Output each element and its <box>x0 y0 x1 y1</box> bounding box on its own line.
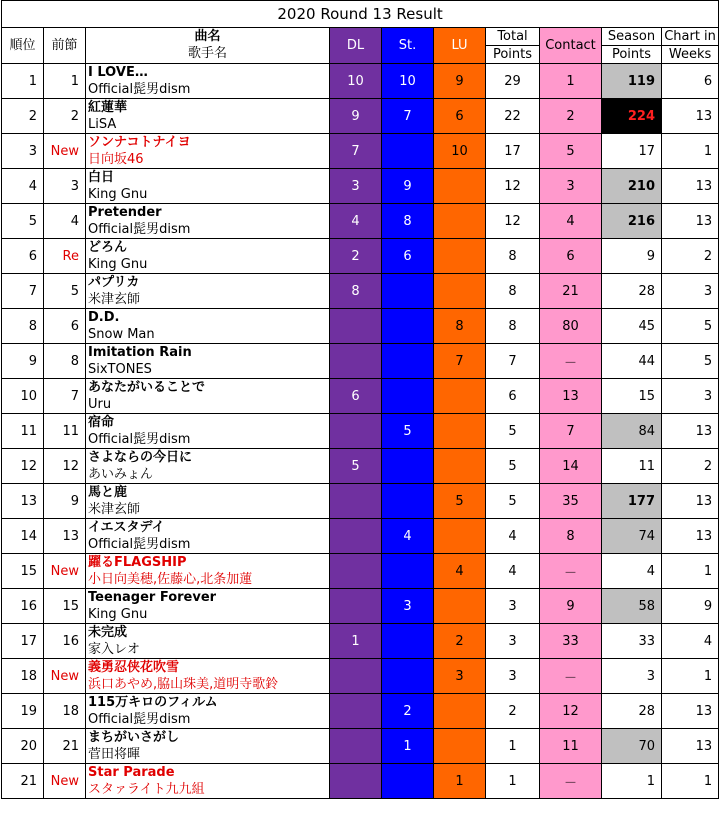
artist-name: SixTONES <box>86 361 330 379</box>
artist-name: Official髭男dism <box>86 711 330 729</box>
contact-cell: － <box>540 554 602 589</box>
lu-points <box>434 414 486 449</box>
season-points: 1 <box>602 764 662 799</box>
prev-rank-cell: 4 <box>44 204 86 239</box>
dl-points: 7 <box>330 134 382 169</box>
prev-rank-cell: 9 <box>44 484 86 519</box>
season-points: 9 <box>602 239 662 274</box>
artist-name: スタァライト九九組 <box>86 781 330 799</box>
prev-rank-cell: 12 <box>44 449 86 484</box>
artist-name: 浜口あやめ,脇山珠美,道明寺歌鈴 <box>86 676 330 694</box>
chart-weeks: 13 <box>662 484 719 519</box>
prev-rank-cell: 3 <box>44 169 86 204</box>
table-row <box>2 134 719 152</box>
dl-points: 9 <box>330 99 382 134</box>
artist-name: LiSA <box>86 116 330 134</box>
artist-name: King Gnu <box>86 606 330 624</box>
artist-name: King Gnu <box>86 186 330 204</box>
contact-cell: 13 <box>540 379 602 414</box>
rank-cell: 14 <box>2 519 44 554</box>
st-points <box>382 659 434 694</box>
prev-rank-cell: 7 <box>44 379 86 414</box>
song-title: I LOVE… <box>86 64 330 82</box>
st-points: 9 <box>382 169 434 204</box>
dl-points: 1 <box>330 624 382 659</box>
lu-points <box>434 449 486 484</box>
total-points: 4 <box>486 554 540 589</box>
dl-points <box>330 554 382 589</box>
song-title: さよならの今日に <box>86 449 330 467</box>
table-row <box>2 729 719 747</box>
dl-points <box>330 519 382 554</box>
rank-cell: 4 <box>2 169 44 204</box>
table-row <box>2 764 719 782</box>
st-points: 10 <box>382 64 434 99</box>
song-title: パプリカ <box>86 274 330 292</box>
artist-name: Official髭男dism <box>86 536 330 554</box>
rank-cell: 21 <box>2 764 44 799</box>
table-title: 2020 Round 13 Result <box>2 1 719 28</box>
total-points: 22 <box>486 99 540 134</box>
prev-rank-cell: New <box>44 764 86 799</box>
rank-cell: 6 <box>2 239 44 274</box>
artist-name: 小日向美穂,佐藤心,北条加蓮 <box>86 571 330 589</box>
song-title: Star Parade <box>86 764 330 782</box>
dl-points <box>330 344 382 379</box>
chart-weeks: 2 <box>662 449 719 484</box>
header-rank: 順位 <box>2 28 44 64</box>
song-title: 馬と鹿 <box>86 484 330 502</box>
season-points: 119 <box>602 64 662 99</box>
prev-rank-cell: 8 <box>44 344 86 379</box>
chart-weeks: 4 <box>662 624 719 659</box>
total-points: 12 <box>486 204 540 239</box>
total-points: 17 <box>486 134 540 169</box>
season-points: 84 <box>602 414 662 449</box>
chart-weeks: 5 <box>662 309 719 344</box>
prev-rank-cell: Re <box>44 239 86 274</box>
dl-points: 5 <box>330 449 382 484</box>
lu-points: 1 <box>434 764 486 799</box>
table-row <box>2 659 719 677</box>
contact-cell: － <box>540 659 602 694</box>
chart-weeks: 1 <box>662 134 719 169</box>
table-row <box>2 624 719 642</box>
table-row <box>2 99 719 117</box>
artist-name: Official髭男dism <box>86 81 330 99</box>
st-points: 3 <box>382 589 434 624</box>
song-title: 躍るFLAGSHIP <box>86 554 330 572</box>
lu-points: 10 <box>434 134 486 169</box>
header-season: Season <box>602 28 662 46</box>
chart-weeks: 13 <box>662 414 719 449</box>
contact-cell: 35 <box>540 484 602 519</box>
contact-cell: － <box>540 764 602 799</box>
contact-cell: 1 <box>540 64 602 99</box>
table-row <box>2 449 719 467</box>
rank-cell: 18 <box>2 659 44 694</box>
chart-weeks: 13 <box>662 204 719 239</box>
contact-cell: 6 <box>540 239 602 274</box>
lu-points: 6 <box>434 99 486 134</box>
dl-points <box>330 589 382 624</box>
season-points: 216 <box>602 204 662 239</box>
header-chart: Chart in <box>662 28 719 46</box>
chart-weeks: 13 <box>662 729 719 764</box>
season-points: 74 <box>602 519 662 554</box>
song-title: D.D. <box>86 309 330 327</box>
chart-weeks: 9 <box>662 589 719 624</box>
lu-points <box>434 169 486 204</box>
dl-points <box>330 484 382 519</box>
rank-cell: 1 <box>2 64 44 99</box>
season-points: 28 <box>602 274 662 309</box>
contact-cell: 7 <box>540 414 602 449</box>
artist-name: Uru <box>86 396 330 414</box>
lu-points: 8 <box>434 309 486 344</box>
song-title: まちがいさがし <box>86 729 330 747</box>
total-points: 12 <box>486 169 540 204</box>
artist-name: Snow Man <box>86 326 330 344</box>
st-points <box>382 449 434 484</box>
contact-cell: 80 <box>540 309 602 344</box>
prev-rank-cell: 6 <box>44 309 86 344</box>
dl-points: 10 <box>330 64 382 99</box>
season-points: 44 <box>602 344 662 379</box>
dl-points: 8 <box>330 274 382 309</box>
prev-rank-cell: 13 <box>44 519 86 554</box>
contact-cell: 11 <box>540 729 602 764</box>
st-points: 5 <box>382 414 434 449</box>
dl-points <box>330 309 382 344</box>
rank-cell: 7 <box>2 274 44 309</box>
song-title: Teenager Forever <box>86 589 330 607</box>
st-points <box>382 134 434 169</box>
prev-rank-cell: 5 <box>44 274 86 309</box>
total-points: 3 <box>486 659 540 694</box>
header-contact: Contact <box>540 28 602 64</box>
st-points: 2 <box>382 694 434 729</box>
contact-cell: 33 <box>540 624 602 659</box>
season-points: 210 <box>602 169 662 204</box>
table-row <box>2 239 719 257</box>
contact-cell: 3 <box>540 169 602 204</box>
lu-points <box>434 729 486 764</box>
total-points: 2 <box>486 694 540 729</box>
lu-points <box>434 694 486 729</box>
header-dl: DL <box>330 28 382 64</box>
rank-cell: 8 <box>2 309 44 344</box>
contact-cell: － <box>540 344 602 379</box>
song-title: 宿命 <box>86 414 330 432</box>
contact-cell: 14 <box>540 449 602 484</box>
season-points: 11 <box>602 449 662 484</box>
header-season-2: Points <box>602 46 662 64</box>
season-points: 224 <box>602 99 662 134</box>
total-points: 5 <box>486 484 540 519</box>
total-points: 5 <box>486 449 540 484</box>
st-points: 8 <box>382 204 434 239</box>
table-row <box>2 64 719 82</box>
dl-points <box>330 414 382 449</box>
season-points: 70 <box>602 729 662 764</box>
song-title: 115万キロのフィルム <box>86 694 330 712</box>
chart-weeks: 13 <box>662 694 719 729</box>
rank-cell: 13 <box>2 484 44 519</box>
contact-cell: 8 <box>540 519 602 554</box>
total-points: 8 <box>486 309 540 344</box>
total-points: 6 <box>486 379 540 414</box>
song-title: あなたがいることで <box>86 379 330 397</box>
dl-points: 2 <box>330 239 382 274</box>
prev-rank-cell: New <box>44 659 86 694</box>
contact-cell: 4 <box>540 204 602 239</box>
lu-points <box>434 204 486 239</box>
artist-name: King Gnu <box>86 256 330 274</box>
lu-points: 2 <box>434 624 486 659</box>
rank-cell: 12 <box>2 449 44 484</box>
table-row <box>2 309 719 327</box>
lu-points <box>434 379 486 414</box>
header-prev: 前節 <box>44 28 86 64</box>
prev-rank-cell: New <box>44 554 86 589</box>
st-points <box>382 274 434 309</box>
contact-cell: 2 <box>540 99 602 134</box>
lu-points <box>434 589 486 624</box>
header-total-2: Points <box>486 46 540 64</box>
st-points: 6 <box>382 239 434 274</box>
season-points: 3 <box>602 659 662 694</box>
artist-name: 菅田将暉 <box>86 746 330 764</box>
st-points <box>382 309 434 344</box>
table-row <box>2 204 719 222</box>
rank-cell: 15 <box>2 554 44 589</box>
total-points: 8 <box>486 239 540 274</box>
prev-rank-cell: 1 <box>44 64 86 99</box>
artist-name: 日向坂46 <box>86 151 330 169</box>
st-points <box>382 624 434 659</box>
st-points <box>382 554 434 589</box>
chart-weeks: 1 <box>662 554 719 589</box>
total-points: 3 <box>486 624 540 659</box>
table-row <box>2 414 719 432</box>
table-row <box>2 554 719 572</box>
rank-cell: 9 <box>2 344 44 379</box>
contact-cell: 21 <box>540 274 602 309</box>
total-points: 4 <box>486 519 540 554</box>
lu-points: 7 <box>434 344 486 379</box>
season-points: 177 <box>602 484 662 519</box>
chart-weeks: 3 <box>662 274 719 309</box>
st-points <box>382 764 434 799</box>
season-points: 15 <box>602 379 662 414</box>
total-points: 1 <box>486 729 540 764</box>
rank-cell: 11 <box>2 414 44 449</box>
season-points: 58 <box>602 589 662 624</box>
dl-points <box>330 729 382 764</box>
total-points: 5 <box>486 414 540 449</box>
rank-cell: 2 <box>2 99 44 134</box>
lu-points: 3 <box>434 659 486 694</box>
song-title: ソンナコトナイヨ <box>86 134 330 152</box>
chart-weeks: 1 <box>662 764 719 799</box>
artist-name: あいみょん <box>86 466 330 484</box>
lu-points <box>434 239 486 274</box>
chart-weeks: 13 <box>662 169 719 204</box>
artist-name: Official髭男dism <box>86 431 330 449</box>
st-points: 7 <box>382 99 434 134</box>
rank-cell: 17 <box>2 624 44 659</box>
lu-points: 9 <box>434 64 486 99</box>
rank-cell: 10 <box>2 379 44 414</box>
chart-weeks: 2 <box>662 239 719 274</box>
song-title: 白日 <box>86 169 330 187</box>
chart-weeks: 3 <box>662 379 719 414</box>
prev-rank-cell: 11 <box>44 414 86 449</box>
song-title: イエスタデイ <box>86 519 330 537</box>
header-lu: LU <box>434 28 486 64</box>
table-row <box>2 484 719 502</box>
st-points <box>382 484 434 519</box>
st-points: 1 <box>382 729 434 764</box>
rank-cell: 20 <box>2 729 44 764</box>
lu-points: 5 <box>434 484 486 519</box>
header-chart-2: Weeks <box>662 46 719 64</box>
song-title: Pretender <box>86 204 330 222</box>
rank-cell: 16 <box>2 589 44 624</box>
chart-weeks: 1 <box>662 659 719 694</box>
dl-points: 4 <box>330 204 382 239</box>
rank-cell: 19 <box>2 694 44 729</box>
season-points: 45 <box>602 309 662 344</box>
song-title: 義勇忍侠花吹雪 <box>86 659 330 677</box>
header-total: Total <box>486 28 540 46</box>
prev-rank-cell: 21 <box>44 729 86 764</box>
table-row <box>2 694 719 712</box>
header-song: 曲名 <box>86 28 330 46</box>
chart-weeks: 5 <box>662 344 719 379</box>
table-row <box>2 274 719 292</box>
season-points: 28 <box>602 694 662 729</box>
artist-name: Official髭男dism <box>86 221 330 239</box>
dl-points: 3 <box>330 169 382 204</box>
st-points <box>382 344 434 379</box>
table-row <box>2 169 719 187</box>
table-row <box>2 344 719 362</box>
total-points: 1 <box>486 764 540 799</box>
artist-name: 米津玄師 <box>86 291 330 309</box>
contact-cell: 12 <box>540 694 602 729</box>
song-title: 未完成 <box>86 624 330 642</box>
table-row <box>2 519 719 537</box>
lu-points <box>434 274 486 309</box>
season-points: 33 <box>602 624 662 659</box>
dl-points <box>330 659 382 694</box>
dl-points <box>330 764 382 799</box>
prev-rank-cell: 16 <box>44 624 86 659</box>
chart-weeks: 13 <box>662 519 719 554</box>
artist-name: 家入レオ <box>86 641 330 659</box>
prev-rank-cell: 15 <box>44 589 86 624</box>
lu-points <box>434 519 486 554</box>
table-row <box>2 589 719 607</box>
song-title: 紅蓮華 <box>86 99 330 117</box>
prev-rank-cell: 2 <box>44 99 86 134</box>
dl-points: 6 <box>330 379 382 414</box>
st-points: 4 <box>382 519 434 554</box>
total-points: 8 <box>486 274 540 309</box>
total-points: 3 <box>486 589 540 624</box>
contact-cell: 5 <box>540 134 602 169</box>
table-row <box>2 379 719 397</box>
header-artist: 歌手名 <box>86 46 330 64</box>
header-st: St. <box>382 28 434 64</box>
chart-weeks: 13 <box>662 99 719 134</box>
prev-rank-cell: 18 <box>44 694 86 729</box>
total-points: 7 <box>486 344 540 379</box>
rank-cell: 3 <box>2 134 44 169</box>
result-table <box>1 0 719 799</box>
song-title: どろん <box>86 239 330 257</box>
dl-points <box>330 694 382 729</box>
st-points <box>382 379 434 414</box>
chart-weeks: 6 <box>662 64 719 99</box>
artist-name: 米津玄師 <box>86 501 330 519</box>
contact-cell: 9 <box>540 589 602 624</box>
total-points: 29 <box>486 64 540 99</box>
prev-rank-cell: New <box>44 134 86 169</box>
rank-cell: 5 <box>2 204 44 239</box>
season-points: 4 <box>602 554 662 589</box>
season-points: 17 <box>602 134 662 169</box>
lu-points: 4 <box>434 554 486 589</box>
song-title: Imitation Rain <box>86 344 330 362</box>
